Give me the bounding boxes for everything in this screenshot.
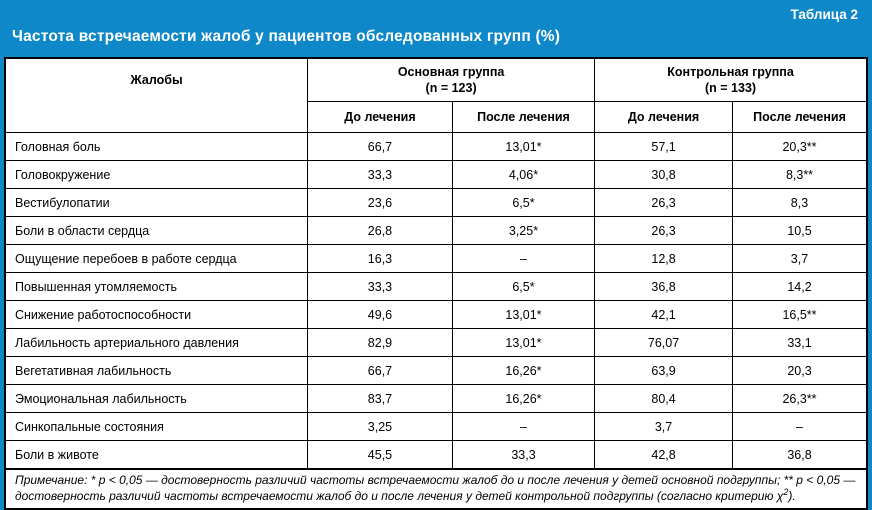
footnote-end: ).: [788, 488, 796, 503]
footnote: [4, 470, 868, 510]
value-cell: 12,8: [595, 245, 733, 273]
value-cell: 26,3: [595, 217, 733, 245]
value-cell: –: [452, 413, 594, 441]
value-cell: 57,1: [595, 133, 733, 161]
table-row: [5, 357, 867, 385]
main-group-n: (n = 123): [425, 81, 477, 95]
value-cell: 26,3: [595, 189, 733, 217]
value-cell: 3,7: [595, 413, 733, 441]
value-cell: 16,26*: [452, 385, 594, 413]
value-cell: –: [733, 413, 868, 441]
main-group-name: Основная группа: [397, 65, 505, 79]
complaint-label: Синкопальные состояния: [5, 413, 308, 441]
value-cell: 16,3: [308, 245, 453, 273]
value-cell: 3,7: [733, 245, 868, 273]
complaint-label: Снижение работоспособности: [5, 301, 308, 329]
value-cell: 63,9: [595, 357, 733, 385]
control-group-name: Контрольная группа: [667, 65, 794, 79]
value-cell: 3,25: [308, 413, 453, 441]
value-cell: 6,5*: [452, 273, 594, 301]
col-header-complaints: Жалобы: [5, 58, 308, 133]
group-header-row: [5, 58, 867, 102]
table-row: [5, 245, 867, 273]
col-header-main-before: До лечения: [308, 102, 453, 133]
table-body: [5, 133, 867, 470]
value-cell: 8,3: [733, 189, 868, 217]
complaint-label: Головокружение: [5, 161, 308, 189]
col-header-main-after: После лечения: [452, 102, 594, 133]
value-cell: 33,3: [308, 273, 453, 301]
value-cell: 3,25*: [452, 217, 594, 245]
value-cell: 30,8: [595, 161, 733, 189]
value-cell: 33,3: [308, 161, 453, 189]
value-cell: 20,3: [733, 357, 868, 385]
col-header-control-after: После лечения: [733, 102, 868, 133]
complaint-label: Боли в животе: [5, 441, 308, 470]
value-cell: 14,2: [733, 273, 868, 301]
table-row: [5, 301, 867, 329]
complaint-label: Эмоциональная лабильность: [5, 385, 308, 413]
value-cell: 45,5: [308, 441, 453, 470]
value-cell: 4,06*: [452, 161, 594, 189]
control-group-n: (n = 133): [705, 81, 757, 95]
value-cell: 49,6: [308, 301, 453, 329]
table-row: [5, 329, 867, 357]
complaint-label: Боли в области сердца: [5, 217, 308, 245]
table-row: [5, 385, 867, 413]
complaint-label: Ощущение перебоев в работе сердца: [5, 245, 308, 273]
table-row: [5, 189, 867, 217]
value-cell: 42,1: [595, 301, 733, 329]
chi-superscript: 2: [783, 486, 789, 497]
value-cell: 33,3: [452, 441, 594, 470]
col-header-control-group: [595, 58, 867, 102]
value-cell: 66,7: [308, 357, 453, 385]
value-cell: 16,5**: [733, 301, 868, 329]
complaint-label: Вегетативная лабильность: [5, 357, 308, 385]
value-cell: –: [452, 245, 594, 273]
value-cell: 13,01*: [452, 329, 594, 357]
value-cell: 82,9: [308, 329, 453, 357]
value-cell: 80,4: [595, 385, 733, 413]
table-row: [5, 133, 867, 161]
table-sheet: [4, 57, 868, 510]
value-cell: 16,26*: [452, 357, 594, 385]
table-row: [5, 413, 867, 441]
chi-symbol: χ: [776, 488, 784, 503]
table-row: [5, 441, 867, 470]
value-cell: 10,5: [733, 217, 868, 245]
complaint-label: Вестибулопатии: [5, 189, 308, 217]
table-number: Таблица 2: [790, 7, 858, 22]
complaint-label: Повышенная утомляемость: [5, 273, 308, 301]
complaints-table: [4, 57, 868, 470]
table-row: [5, 217, 867, 245]
value-cell: 8,3**: [733, 161, 868, 189]
value-cell: 76,07: [595, 329, 733, 357]
col-header-main-group: [308, 58, 595, 102]
value-cell: 36,8: [733, 441, 868, 470]
footnote-text: Примечание: * p < 0,05 — достоверность различий частоты встречаемости жалоб до и после лечения у детей основной подгруппы; ** p < 0,05 — достоверность различий частоты встречаемости жалоб до и после лечения у детей контрольной подгруппы (согласно критерию: [15, 473, 856, 503]
table-row: [5, 161, 867, 189]
complaint-label: Лабильность артериального давления: [5, 329, 308, 357]
value-cell: 26,3**: [733, 385, 868, 413]
value-cell: 66,7: [308, 133, 453, 161]
value-cell: 33,1: [733, 329, 868, 357]
page-title: Частота встречаемости жалоб у пациентов обследованных групп (%): [12, 28, 561, 45]
value-cell: 13,01*: [452, 301, 594, 329]
value-cell: 6,5*: [452, 189, 594, 217]
value-cell: 20,3**: [733, 133, 868, 161]
value-cell: 36,8: [595, 273, 733, 301]
value-cell: 23,6: [308, 189, 453, 217]
value-cell: 26,8: [308, 217, 453, 245]
value-cell: 83,7: [308, 385, 453, 413]
col-header-control-before: До лечения: [595, 102, 733, 133]
table-row: [5, 273, 867, 301]
value-cell: 13,01*: [452, 133, 594, 161]
value-cell: 42,8: [595, 441, 733, 470]
complaint-label: Головная боль: [5, 133, 308, 161]
